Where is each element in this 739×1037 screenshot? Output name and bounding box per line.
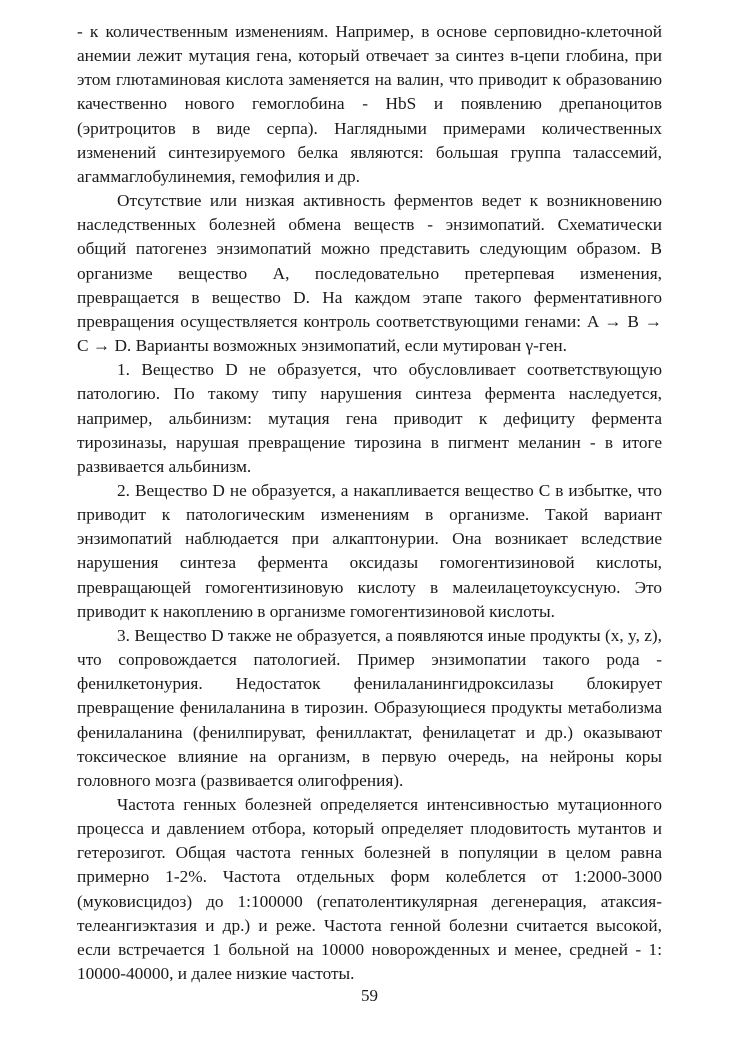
paragraph-variant-3-phenylketonuria: 3. Вещество D также не образуется, а появляются иные продукты (x, y, z), что сопровождается патологией. Пример энзимопатии такого рода - фенилкетонурия. Недостаток фенилаланингидроксилазы блокирует превращение фенилаланина в тирозин. Образующиеся продукты метаболизма фенилаланина (фенилпируват, фениллактат, фенилацетат и др.) оказывают токсическое влияние на организм, в первую очередь, на нейроны коры головного мозга (развивается олигофрения). [77,625,662,790]
page-number: 59 [361,986,378,1005]
paragraph-frequency: Частота генных болезней определяется интенсивностью мутационного процесса и давлением отбора, который определяет плодовитость мутантов и гетерозигот. Общая частота генных болезней в популяции в целом равна примерно 1-2%. Частота отдельных форм колеблется от 1:2000-3000 (муковисцидоз) до 1:100000 (гепатолентикулярная дегенерация, атаксия-телеангиэктазия и др.) и реже. Частота генной болезни считается высокой, если встречается 1 больной на 10000 новорожденных и менее, средней - 1: 10000-40000, и далее низкие частоты. [77,795,662,984]
paragraph-enzymopathies: Отсутствие или низкая активность ферментов ведет к возникновению наследственных болезней обмена веществ - энзимопатий. Схематически общий патогенез энзимопатий можно представить следующим образом. В организме вещество A, последовательно претерпевая изменения, превращается в вещество D. На каждом этапе такого ферментативного превращения осуществляется контроль соответствующими генами: A → B → C → D. Варианты возможных энзимопатий, если мутирован γ-ген. [77,191,662,356]
document-body [77,20,662,986]
paragraph-variant-1-albinism: 1. Вещество D не образуется, что обусловливает соответствующую патологию. По такому типу нарушения синтеза фермента наследуется, например, альбинизм: мутация гена приводит к дефициту фермента тирозиназы, нарушая превращение тирозина в пигмент меланин - в итоге развивается альбинизм. [77,360,662,476]
paragraph-variant-2-alkaptonuria: 2. Вещество D не образуется, а накапливается вещество C в избытке, что приводит к патологическим изменениям в организме. Такой вариант энзимопатий наблюдается при алкаптонурии. Она возникает вследствие нарушения синтеза фермента оксидазы гомогентизиновой кислоты, превращающей гомогентизиновую кислоту в малеилацетоуксусную. Это приводит к накоплению в организме гомогентизиновой кислоты. [77,480,662,621]
paragraph-sickle-cell: - к количественным изменениям. Например, в основе серповидно-клеточной анемии лежит мутация гена, который отвечает за синтез в-цепи глобина, при этом глютаминовая кислота заменяется на валин, что приводит к образованию качественно нового гемоглобина - HbS и появлению дрепаноцитов (эритроцитов в виде серпа). Наглядными примерами количественных изменений синтезируемого белка являются: большая группа талассемий, агаммаглобулинемия, гемофилия и др. [77,22,662,186]
